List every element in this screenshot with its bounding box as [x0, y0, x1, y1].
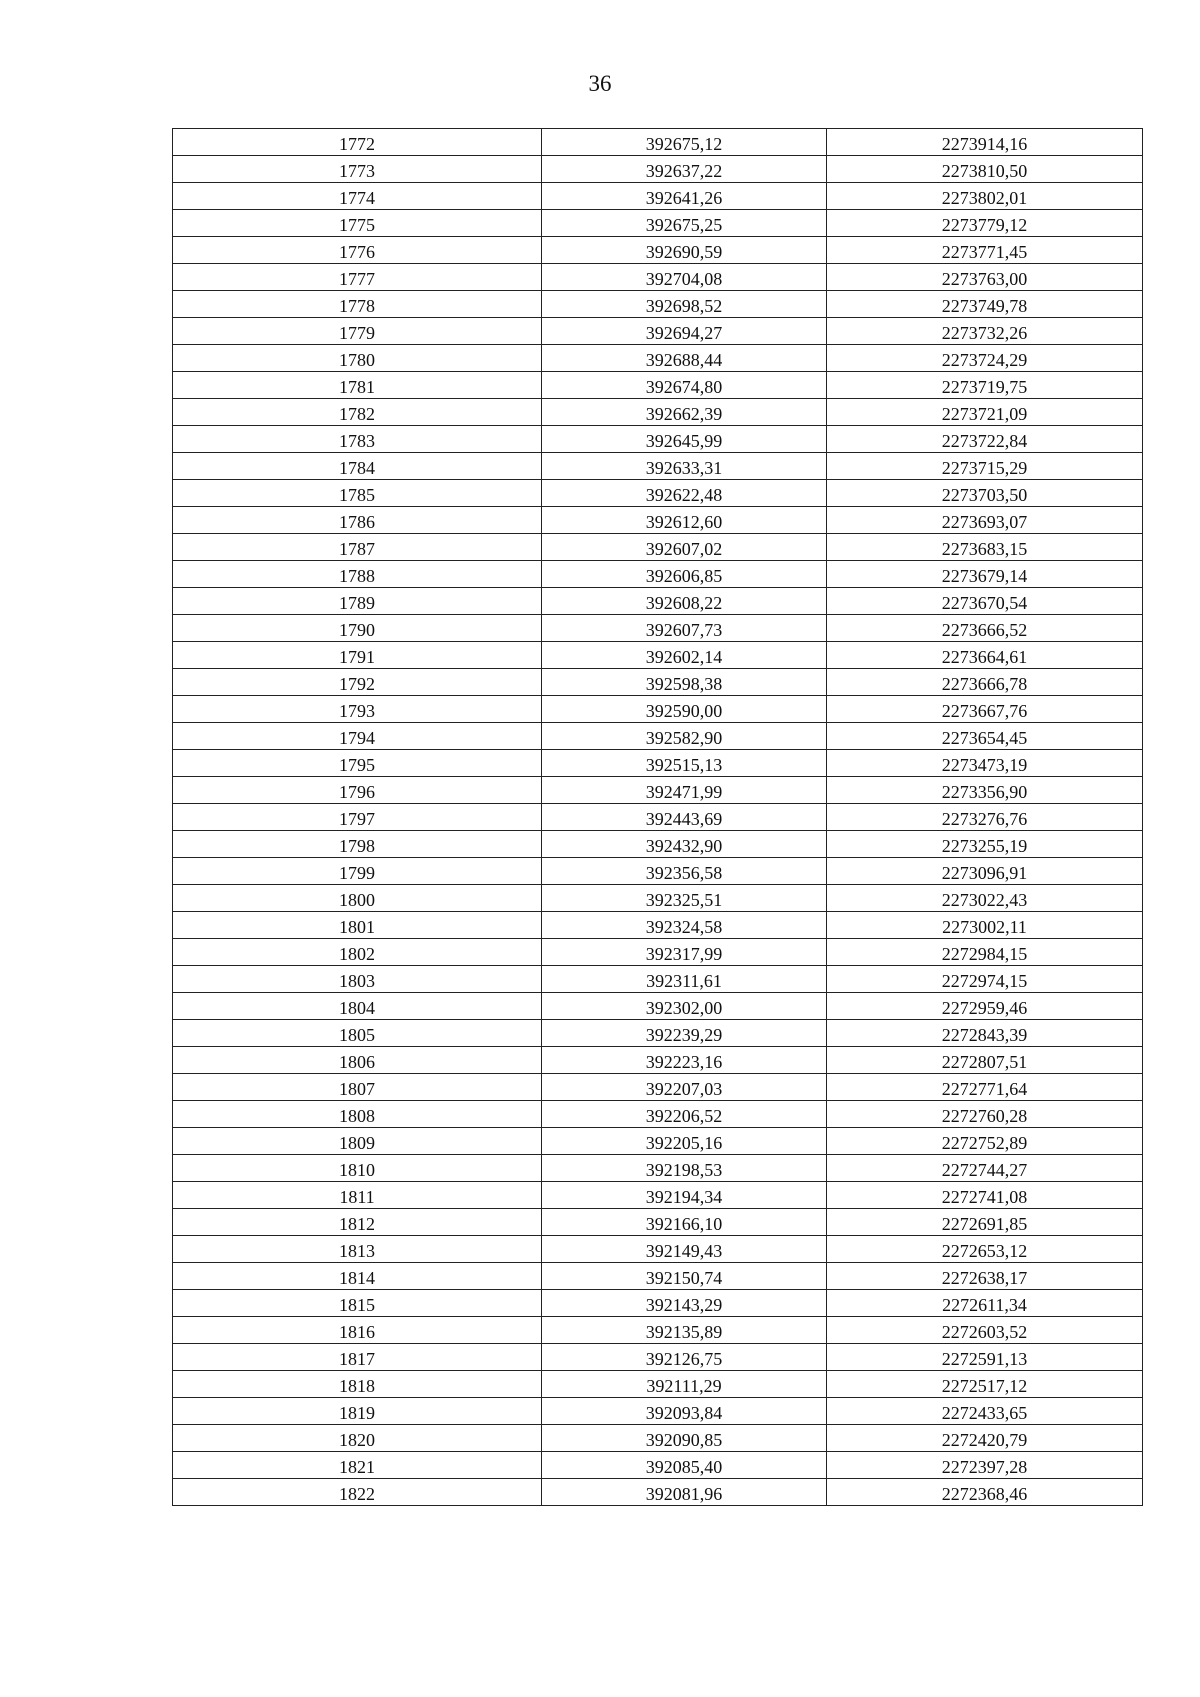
point-number-cell: 1805 [173, 1020, 542, 1047]
y-coordinate-cell: 2272691,85 [827, 1209, 1143, 1236]
x-coordinate-cell: 392206,52 [542, 1101, 827, 1128]
x-coordinate-cell: 392324,58 [542, 912, 827, 939]
table-row [173, 1047, 1143, 1074]
y-coordinate-cell: 2272760,28 [827, 1101, 1143, 1128]
y-coordinate-cell: 2273096,91 [827, 858, 1143, 885]
y-coordinate-cell: 2273473,19 [827, 750, 1143, 777]
x-coordinate-cell: 392645,99 [542, 426, 827, 453]
table-row [173, 1074, 1143, 1101]
point-number-cell: 1812 [173, 1209, 542, 1236]
point-number-cell: 1811 [173, 1182, 542, 1209]
y-coordinate-cell: 2272974,15 [827, 966, 1143, 993]
y-coordinate-cell: 2272611,34 [827, 1290, 1143, 1317]
y-coordinate-cell: 2273722,84 [827, 426, 1143, 453]
x-coordinate-cell: 392149,43 [542, 1236, 827, 1263]
table-row [173, 696, 1143, 723]
table-row [173, 399, 1143, 426]
x-coordinate-cell: 392622,48 [542, 480, 827, 507]
x-coordinate-cell: 392608,22 [542, 588, 827, 615]
table-row [173, 588, 1143, 615]
point-number-cell: 1788 [173, 561, 542, 588]
table-row [173, 318, 1143, 345]
coordinates-table-body [173, 129, 1143, 1506]
table-row [173, 1425, 1143, 1452]
point-number-cell: 1782 [173, 399, 542, 426]
y-coordinate-cell: 2272368,46 [827, 1479, 1143, 1506]
table-row [173, 210, 1143, 237]
table-row [173, 480, 1143, 507]
point-number-cell: 1800 [173, 885, 542, 912]
point-number-cell: 1814 [173, 1263, 542, 1290]
table-row [173, 237, 1143, 264]
x-coordinate-cell: 392166,10 [542, 1209, 827, 1236]
point-number-cell: 1783 [173, 426, 542, 453]
point-number-cell: 1808 [173, 1101, 542, 1128]
x-coordinate-cell: 392698,52 [542, 291, 827, 318]
x-coordinate-cell: 392606,85 [542, 561, 827, 588]
x-coordinate-cell: 392111,29 [542, 1371, 827, 1398]
point-number-cell: 1774 [173, 183, 542, 210]
table-row [173, 1101, 1143, 1128]
point-number-cell: 1791 [173, 642, 542, 669]
y-coordinate-cell: 2272653,12 [827, 1236, 1143, 1263]
table-row [173, 615, 1143, 642]
table-row [173, 1209, 1143, 1236]
y-coordinate-cell: 2273715,29 [827, 453, 1143, 480]
point-number-cell: 1797 [173, 804, 542, 831]
x-coordinate-cell: 392612,60 [542, 507, 827, 534]
y-coordinate-cell: 2273356,90 [827, 777, 1143, 804]
x-coordinate-cell: 392150,74 [542, 1263, 827, 1290]
y-coordinate-cell: 2273666,78 [827, 669, 1143, 696]
y-coordinate-cell: 2273732,26 [827, 318, 1143, 345]
x-coordinate-cell: 392085,40 [542, 1452, 827, 1479]
table-row [173, 1182, 1143, 1209]
x-coordinate-cell: 392317,99 [542, 939, 827, 966]
table-row [173, 669, 1143, 696]
x-coordinate-cell: 392311,61 [542, 966, 827, 993]
x-coordinate-cell: 392590,00 [542, 696, 827, 723]
table-row [173, 1317, 1143, 1344]
y-coordinate-cell: 2273022,43 [827, 885, 1143, 912]
y-coordinate-cell: 2273666,52 [827, 615, 1143, 642]
x-coordinate-cell: 392688,44 [542, 345, 827, 372]
y-coordinate-cell: 2273683,15 [827, 534, 1143, 561]
x-coordinate-cell: 392432,90 [542, 831, 827, 858]
point-number-cell: 1819 [173, 1398, 542, 1425]
table-row [173, 1155, 1143, 1182]
point-number-cell: 1799 [173, 858, 542, 885]
table-row [173, 804, 1143, 831]
table-row [173, 885, 1143, 912]
table-row [173, 831, 1143, 858]
table-row [173, 993, 1143, 1020]
y-coordinate-cell: 2272420,79 [827, 1425, 1143, 1452]
y-coordinate-cell: 2273721,09 [827, 399, 1143, 426]
y-coordinate-cell: 2273654,45 [827, 723, 1143, 750]
y-coordinate-cell: 2273779,12 [827, 210, 1143, 237]
table-row [173, 453, 1143, 480]
x-coordinate-cell: 392223,16 [542, 1047, 827, 1074]
x-coordinate-cell: 392515,13 [542, 750, 827, 777]
y-coordinate-cell: 2272959,46 [827, 993, 1143, 1020]
x-coordinate-cell: 392356,58 [542, 858, 827, 885]
table-row [173, 1344, 1143, 1371]
x-coordinate-cell: 392607,73 [542, 615, 827, 642]
y-coordinate-cell: 2272591,13 [827, 1344, 1143, 1371]
y-coordinate-cell: 2273802,01 [827, 183, 1143, 210]
point-number-cell: 1803 [173, 966, 542, 993]
point-number-cell: 1815 [173, 1290, 542, 1317]
y-coordinate-cell: 2272984,15 [827, 939, 1143, 966]
table-row [173, 966, 1143, 993]
y-coordinate-cell: 2272807,51 [827, 1047, 1143, 1074]
x-coordinate-cell: 392641,26 [542, 183, 827, 210]
y-coordinate-cell: 2273914,16 [827, 129, 1143, 156]
y-coordinate-cell: 2272771,64 [827, 1074, 1143, 1101]
point-number-cell: 1786 [173, 507, 542, 534]
point-number-cell: 1817 [173, 1344, 542, 1371]
table-row [173, 858, 1143, 885]
y-coordinate-cell: 2273771,45 [827, 237, 1143, 264]
point-number-cell: 1779 [173, 318, 542, 345]
x-coordinate-cell: 392239,29 [542, 1020, 827, 1047]
x-coordinate-cell: 392207,03 [542, 1074, 827, 1101]
table-row [173, 1371, 1143, 1398]
table-row [173, 264, 1143, 291]
point-number-cell: 1813 [173, 1236, 542, 1263]
point-number-cell: 1777 [173, 264, 542, 291]
point-number-cell: 1810 [173, 1155, 542, 1182]
x-coordinate-cell: 392674,80 [542, 372, 827, 399]
y-coordinate-cell: 2273002,11 [827, 912, 1143, 939]
table-row [173, 156, 1143, 183]
y-coordinate-cell: 2273693,07 [827, 507, 1143, 534]
y-coordinate-cell: 2272744,27 [827, 1155, 1143, 1182]
point-number-cell: 1780 [173, 345, 542, 372]
x-coordinate-cell: 392675,25 [542, 210, 827, 237]
table-row [173, 561, 1143, 588]
y-coordinate-cell: 2273664,61 [827, 642, 1143, 669]
x-coordinate-cell: 392325,51 [542, 885, 827, 912]
table-row [173, 372, 1143, 399]
y-coordinate-cell: 2273667,76 [827, 696, 1143, 723]
point-number-cell: 1784 [173, 453, 542, 480]
x-coordinate-cell: 392194,34 [542, 1182, 827, 1209]
x-coordinate-cell: 392090,85 [542, 1425, 827, 1452]
point-number-cell: 1798 [173, 831, 542, 858]
point-number-cell: 1801 [173, 912, 542, 939]
table-row [173, 1263, 1143, 1290]
y-coordinate-cell: 2273276,76 [827, 804, 1143, 831]
y-coordinate-cell: 2272752,89 [827, 1128, 1143, 1155]
point-number-cell: 1775 [173, 210, 542, 237]
x-coordinate-cell: 392443,69 [542, 804, 827, 831]
y-coordinate-cell: 2273670,54 [827, 588, 1143, 615]
x-coordinate-cell: 392675,12 [542, 129, 827, 156]
table-row [173, 507, 1143, 534]
x-coordinate-cell: 392704,08 [542, 264, 827, 291]
point-number-cell: 1776 [173, 237, 542, 264]
y-coordinate-cell: 2273255,19 [827, 831, 1143, 858]
y-coordinate-cell: 2273810,50 [827, 156, 1143, 183]
point-number-cell: 1807 [173, 1074, 542, 1101]
table-row [173, 183, 1143, 210]
y-coordinate-cell: 2272638,17 [827, 1263, 1143, 1290]
table-row [173, 750, 1143, 777]
x-coordinate-cell: 392198,53 [542, 1155, 827, 1182]
x-coordinate-cell: 392607,02 [542, 534, 827, 561]
point-number-cell: 1821 [173, 1452, 542, 1479]
table-row [173, 723, 1143, 750]
table-row [173, 291, 1143, 318]
point-number-cell: 1792 [173, 669, 542, 696]
table-row [173, 345, 1143, 372]
table-row [173, 534, 1143, 561]
point-number-cell: 1790 [173, 615, 542, 642]
table-row [173, 1398, 1143, 1425]
table-row [173, 1020, 1143, 1047]
y-coordinate-cell: 2272843,39 [827, 1020, 1143, 1047]
x-coordinate-cell: 392143,29 [542, 1290, 827, 1317]
table-row [173, 777, 1143, 804]
point-number-cell: 1795 [173, 750, 542, 777]
point-number-cell: 1796 [173, 777, 542, 804]
y-coordinate-cell: 2273749,78 [827, 291, 1143, 318]
x-coordinate-cell: 392690,59 [542, 237, 827, 264]
point-number-cell: 1789 [173, 588, 542, 615]
y-coordinate-cell: 2272433,65 [827, 1398, 1143, 1425]
point-number-cell: 1772 [173, 129, 542, 156]
table-row [173, 1290, 1143, 1317]
x-coordinate-cell: 392205,16 [542, 1128, 827, 1155]
x-coordinate-cell: 392302,00 [542, 993, 827, 1020]
point-number-cell: 1804 [173, 993, 542, 1020]
x-coordinate-cell: 392081,96 [542, 1479, 827, 1506]
y-coordinate-cell: 2272603,52 [827, 1317, 1143, 1344]
y-coordinate-cell: 2272397,28 [827, 1452, 1143, 1479]
point-number-cell: 1806 [173, 1047, 542, 1074]
table-row [173, 426, 1143, 453]
point-number-cell: 1787 [173, 534, 542, 561]
y-coordinate-cell: 2272741,08 [827, 1182, 1143, 1209]
x-coordinate-cell: 392471,99 [542, 777, 827, 804]
x-coordinate-cell: 392633,31 [542, 453, 827, 480]
page-number: 36 [588, 71, 612, 96]
x-coordinate-cell: 392126,75 [542, 1344, 827, 1371]
x-coordinate-cell: 392602,14 [542, 642, 827, 669]
point-number-cell: 1781 [173, 372, 542, 399]
point-number-cell: 1773 [173, 156, 542, 183]
point-number-cell: 1794 [173, 723, 542, 750]
y-coordinate-cell: 2272517,12 [827, 1371, 1143, 1398]
table-row [173, 1479, 1143, 1506]
point-number-cell: 1820 [173, 1425, 542, 1452]
y-coordinate-cell: 2273679,14 [827, 561, 1143, 588]
y-coordinate-cell: 2273763,00 [827, 264, 1143, 291]
table-row [173, 1236, 1143, 1263]
y-coordinate-cell: 2273724,29 [827, 345, 1143, 372]
point-number-cell: 1778 [173, 291, 542, 318]
coordinates-table [172, 128, 1143, 1506]
point-number-cell: 1818 [173, 1371, 542, 1398]
x-coordinate-cell: 392582,90 [542, 723, 827, 750]
table-row [173, 1452, 1143, 1479]
point-number-cell: 1793 [173, 696, 542, 723]
y-coordinate-cell: 2273719,75 [827, 372, 1143, 399]
table-row [173, 912, 1143, 939]
point-number-cell: 1822 [173, 1479, 542, 1506]
table-row [173, 939, 1143, 966]
point-number-cell: 1785 [173, 480, 542, 507]
x-coordinate-cell: 392598,38 [542, 669, 827, 696]
table-row [173, 1128, 1143, 1155]
table-row [173, 642, 1143, 669]
x-coordinate-cell: 392135,89 [542, 1317, 827, 1344]
y-coordinate-cell: 2273703,50 [827, 480, 1143, 507]
point-number-cell: 1816 [173, 1317, 542, 1344]
table-row [173, 129, 1143, 156]
x-coordinate-cell: 392662,39 [542, 399, 827, 426]
x-coordinate-cell: 392694,27 [542, 318, 827, 345]
x-coordinate-cell: 392093,84 [542, 1398, 827, 1425]
point-number-cell: 1802 [173, 939, 542, 966]
x-coordinate-cell: 392637,22 [542, 156, 827, 183]
point-number-cell: 1809 [173, 1128, 542, 1155]
